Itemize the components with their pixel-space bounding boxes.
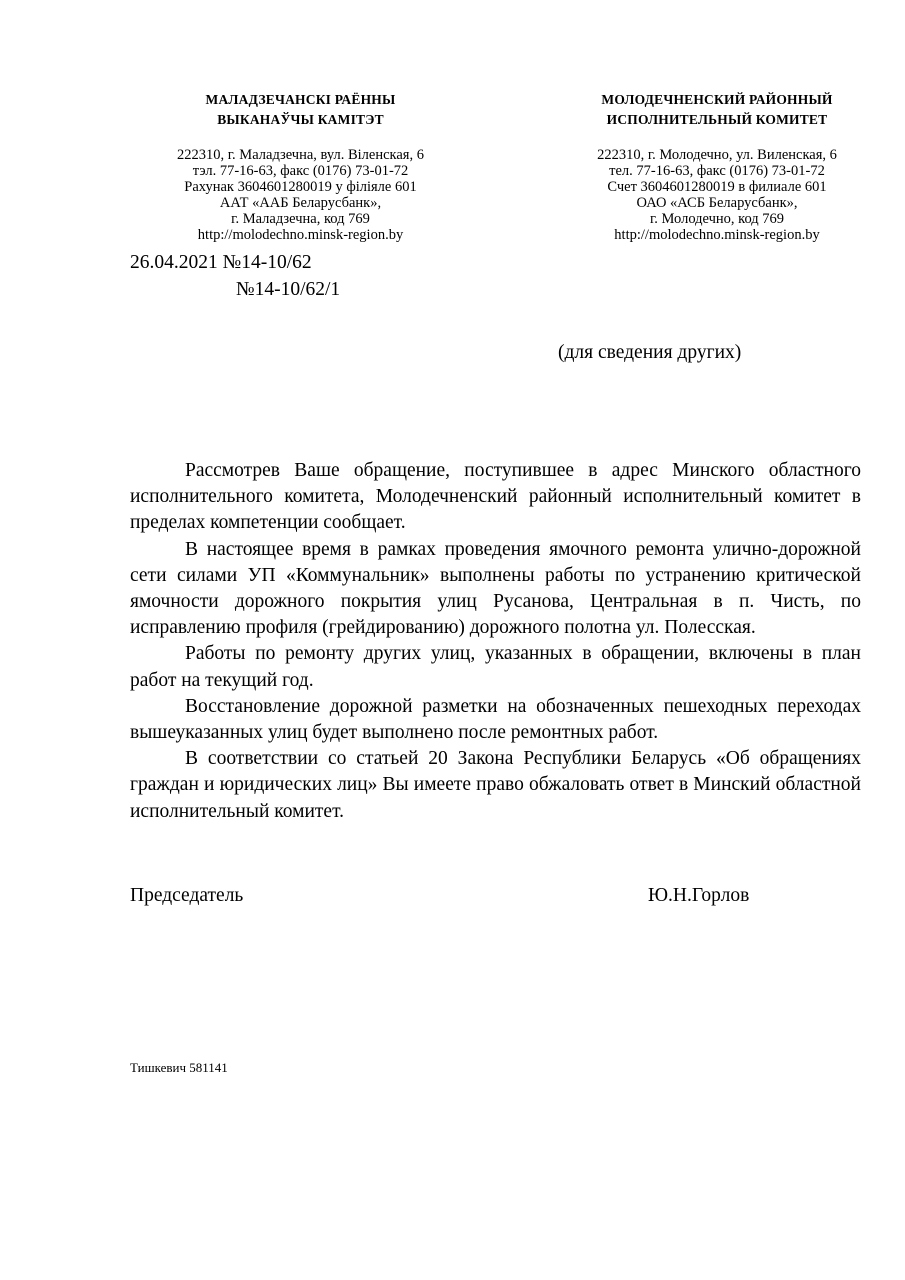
executor-contact: Тишкевич 581141 <box>130 1060 228 1075</box>
signature-role: Председатель <box>130 885 244 906</box>
header-right-title: МОЛОДЕЧНЕНСКИЙ РАЙОННЫЙ ИСПОЛНИТЕЛЬНЫЙ КОМИТЕТ <box>601 92 833 127</box>
registration-date-number: 26.04.2021 №14-10/62 <box>130 252 312 273</box>
body-paragraph: Работы по ремонту других улиц, указанных в обращении, включены в план работ на текущий год. <box>130 643 861 691</box>
registration-second-number: №14-10/62/1 <box>236 279 341 300</box>
body-paragraph: В настоящее время в рамках проведения ямочного ремонта улично-дорожной сети силами УП «Коммунальник» выполнены работы по устранению критической ямочности дорожного покрытия улиц Русанова, Центральная в п. Чисть, по исправлению профиля (грейдированию) дорожного полотна ул. Полесская. <box>130 538 861 639</box>
header-left-address: 222310, г. Маладзечна, вул. Віленская, 6 тэл. 77-16-63, факс (0176) 73-01-72 Рахунак 3604601280019 у філіяле 601 ААТ «ААБ Беларусбанк», г. Маладзечна, код 769 http://molodechno.minsk-region.by <box>177 147 424 243</box>
header-right-address: 222310, г. Молодечно, ул. Виленская, 6 тел. 77-16-63, факс (0176) 73-01-72 Счет 3604601280019 в филиале 601 ОАО «АСБ Беларусбанк», г. Молодечно, код 769 http://molodechno.minsk-region.by <box>597 147 837 243</box>
header-left-title: МАЛАДЗЕЧАНСКІ РАЁННЫ ВЫКАНАЎЧЫ КАМІТЭТ <box>205 92 396 127</box>
recipient-note: (для сведения других) <box>558 342 742 363</box>
body-paragraph: Рассмотрев Ваше обращение, поступившее в адрес Минского областного исполнительного комитета, Молодечненский районный исполнительный комитет в пределах компетенции сообщает. <box>130 460 861 534</box>
letter-body <box>130 458 861 825</box>
body-paragraph: В соответствии со статьей 20 Закона Республики Беларусь «Об обращениях граждан и юридических лиц» Вы имеете право обжаловать ответ в Минский областной исполнительный комитет. <box>130 748 861 822</box>
header-left-block <box>128 90 473 243</box>
header-right-block <box>552 90 882 243</box>
body-paragraph: Восстановление дорожной разметки на обозначенных пешеходных переходах вышеуказанных улиц будет выполнено после ремонтных работ. <box>130 695 861 744</box>
signature-name: Ю.Н.Горлов <box>648 885 750 906</box>
